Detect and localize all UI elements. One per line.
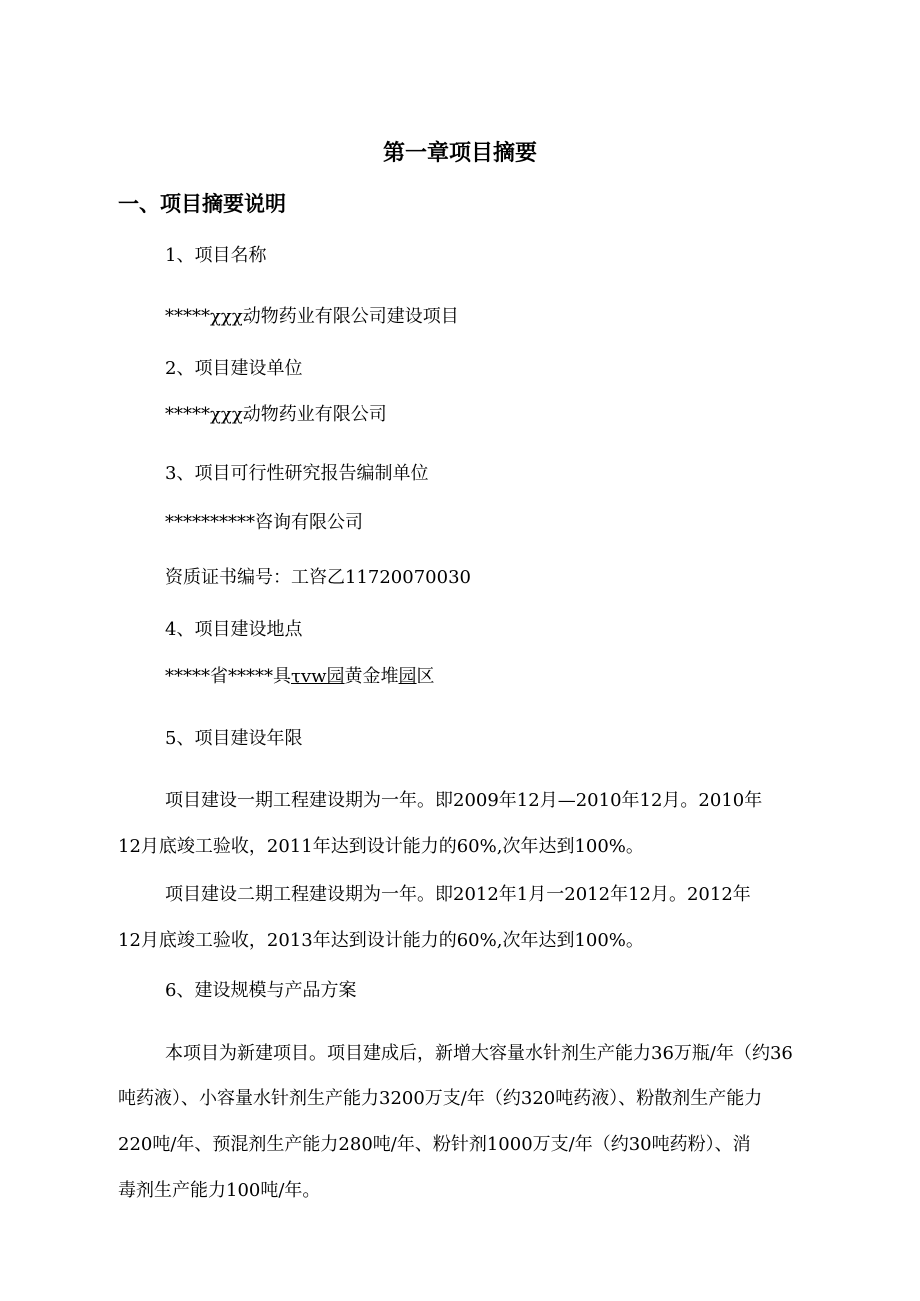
site-value-part: τvw园 (291, 666, 345, 687)
site-value (165, 662, 435, 688)
site-heading: 4、项目建设地点 (165, 619, 303, 640)
scale-paragraph-line: 毒剂生产能力100吨/年。 (118, 1180, 321, 1201)
phase2-paragraph-line: 项目建设二期工程建设期为一年。即2012年1月一2012年12月。2012年 (165, 884, 751, 905)
phase1-paragraph-line: 项目建设一期工程建设期为一年。即2009年12月—2010年12月。2010年 (165, 790, 763, 811)
project-name-heading: 1、项目名称 (165, 245, 267, 266)
scale-paragraph-line: 吨药液）、小容量水针剂生产能力3200万支/年（约320吨药液）、粉散剂生产能力 (118, 1088, 763, 1109)
phase1-paragraph-line: 12月底竣工验收，2011年达到设计能力的60%,次年达到100%。 (118, 836, 644, 857)
period-heading: 5、项目建设年限 (165, 728, 303, 749)
scale-paragraph-line: 本项目为新建项目。项目建成后，新增大容量水针剂生产能力36万瓶/年（约36 (165, 1043, 793, 1064)
site-value-part: 区 (416, 666, 435, 687)
scale-heading: 6、建设规模与产品方案 (165, 980, 357, 1001)
phase2-paragraph-line: 12月底竣工验收，2013年达到设计能力的60%,次年达到100%。 (118, 930, 644, 951)
certificate-number: 资质证书编号：工咨乙11720070030 (165, 567, 471, 588)
site-value-part: 园 (398, 666, 417, 687)
project-name-value: *****χχχ动物药业有限公司建设项目 (165, 306, 459, 327)
site-value-part: 黄金堆 (344, 666, 399, 687)
report-unit-value: **********咨询有限公司 (165, 512, 363, 533)
construction-unit-heading: 2、项目建设单位 (165, 358, 303, 379)
construction-unit-value: *****χχχ动物药业有限公司 (165, 404, 387, 425)
chapter-title: 第一章项目摘要 (382, 141, 537, 166)
section-title: 一、项目摘要说明 (118, 192, 286, 216)
site-value-part: *****省*****具 (165, 666, 291, 687)
scale-paragraph-line: 220吨/年、预混剂生产能力280吨/年、粉针剂1000万支/年（约30吨药粉）、消 (118, 1134, 751, 1155)
report-unit-heading: 3、项目可行性研究报告编制单位 (165, 463, 429, 484)
